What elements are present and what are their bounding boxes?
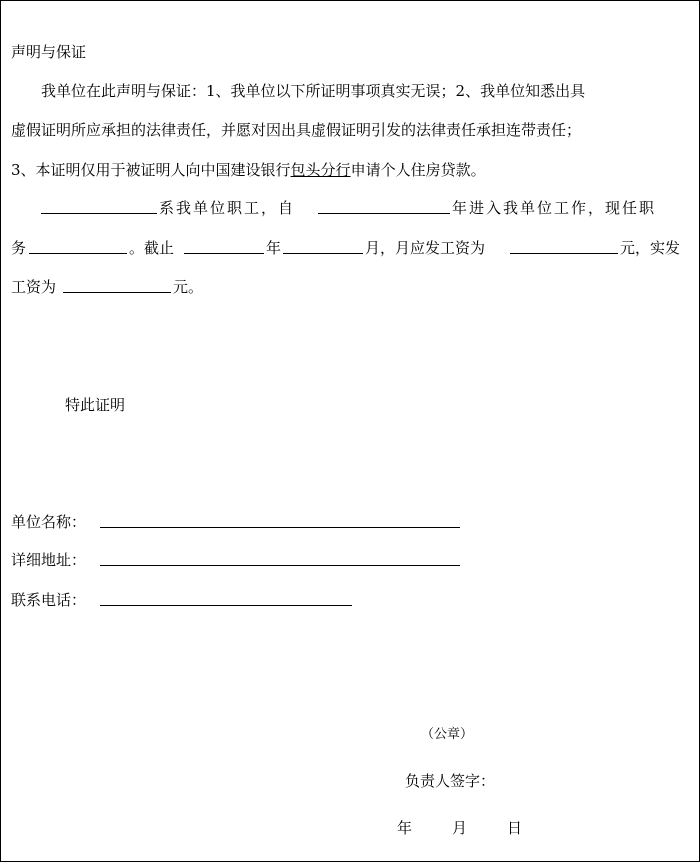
month-salary-text: 月，月应发工资为 — [365, 239, 486, 257]
official-seal-label: （公章） — [421, 727, 474, 742]
cutoff-year-blank[interactable] — [184, 253, 264, 254]
date-day: 日 — [507, 819, 523, 837]
date-year: 年 — [397, 819, 413, 837]
join-year-blank[interactable] — [318, 213, 450, 214]
net-salary-text: 工资为 — [11, 278, 57, 296]
declaration-line-3-suffix: 申请个人住房贷款。 — [350, 161, 486, 179]
position-text: 务 — [11, 239, 27, 257]
phone-label: 联系电话： — [11, 591, 87, 609]
date-month: 月 — [452, 819, 468, 837]
net-salary-blank[interactable] — [63, 292, 171, 293]
gross-salary-blank[interactable] — [510, 253, 618, 254]
unit-name-field[interactable] — [100, 527, 460, 528]
phone-field[interactable] — [100, 605, 352, 606]
position-blank[interactable] — [29, 253, 127, 254]
branch-name: 包头分行 — [290, 161, 351, 179]
address-label: 详细地址： — [11, 551, 87, 569]
signature-label: 负责人签字： — [405, 772, 496, 790]
address-field[interactable] — [100, 565, 460, 566]
declaration-line-3-prefix: 3、本证明仅用于被证明人向中国建设银行 — [11, 161, 291, 179]
employee-name-blank[interactable] — [41, 213, 157, 214]
declaration-line-3 — [11, 159, 486, 180]
unit-name-label: 单位名称： — [11, 513, 87, 531]
employee-text: 系我单位职工，自 — [159, 199, 296, 217]
declaration-line-2: 虚假证明所应承担的法律责任，并愿对因出具虚假证明引发的法律责任承担连带责任； — [11, 121, 582, 139]
join-year-text: 年进入我单位工作，现任职 — [452, 199, 657, 217]
yuan-text: 元。 — [173, 278, 204, 296]
declaration-line-1: 我单位在此声明与保证：1、我单位以下所证明事项真实无误；2、我单位知悉出具 — [41, 82, 586, 100]
year-text: 年 — [266, 239, 282, 257]
actual-yuan-text: 元，实发 — [620, 239, 681, 257]
cutoff-month-blank[interactable] — [283, 253, 363, 254]
certify-text: 特此证明 — [65, 396, 126, 414]
cutoff-text: 。截止 — [129, 239, 175, 257]
section-title: 声明与保证 — [11, 43, 87, 61]
